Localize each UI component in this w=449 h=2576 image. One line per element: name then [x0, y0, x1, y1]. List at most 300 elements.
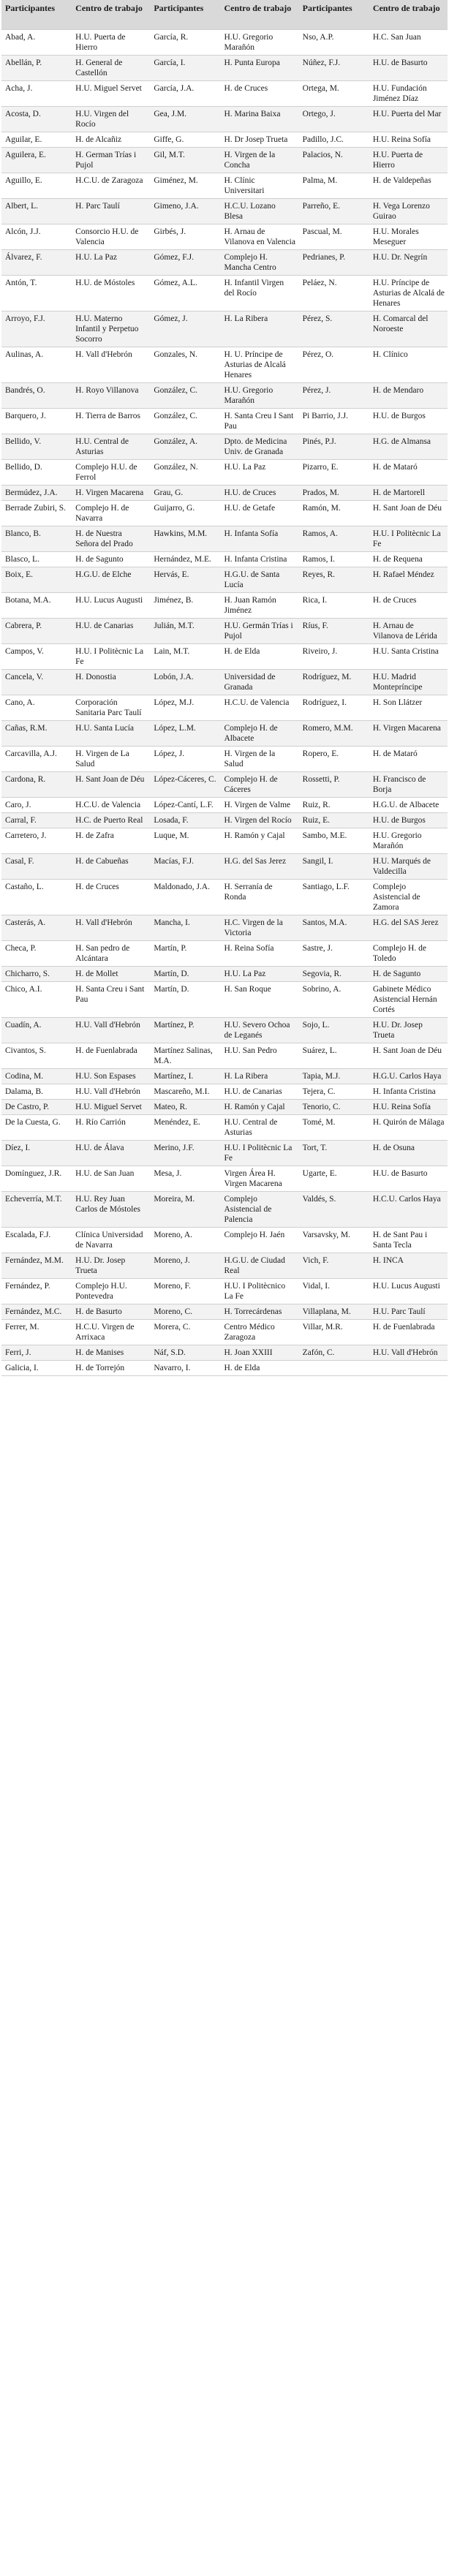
participant-name-cell: Cabrera, P.	[1, 618, 72, 643]
participant-name-cell: Gómez, J.	[150, 311, 220, 347]
participant-name-cell: Gómez, F.J.	[150, 249, 220, 275]
workplace-cell: H. de Requena	[369, 551, 448, 567]
participant-name-cell: Carral, F.	[1, 812, 72, 828]
participant-name-cell: García, J.A.	[150, 80, 220, 106]
workplace-cell: H.G. del SAS Jerez	[369, 915, 448, 940]
table-row	[1, 408, 448, 434]
workplace-cell: H. Virgen Macarena	[72, 485, 150, 500]
participant-name-cell: Casterás, A.	[1, 915, 72, 940]
workplace-cell: H. Parc Taulí	[72, 198, 150, 224]
participant-name-cell: Pérez, J.	[299, 382, 369, 408]
workplace-cell: H.U. I Politècnic La Fe	[72, 643, 150, 669]
participant-name-cell: Moreno, A.	[150, 1227, 220, 1253]
table-body	[1, 29, 448, 1375]
participant-name-cell: Checa, P.	[1, 940, 72, 966]
table-row	[1, 1140, 448, 1166]
table-row	[1, 720, 448, 746]
participant-name-cell: Zafón, C.	[299, 1345, 369, 1360]
table-row	[1, 695, 448, 720]
participant-name-cell: Cardona, R.	[1, 771, 72, 797]
participant-name-cell: Galicia, I.	[1, 1360, 72, 1375]
workplace-cell: H. La Ribera	[220, 1068, 298, 1084]
participant-name-cell: Sastre, J.	[299, 940, 369, 966]
workplace-cell: H. de Basurto	[72, 1304, 150, 1319]
table-row	[1, 1017, 448, 1043]
participant-name-cell: Giménez, M.	[150, 173, 220, 198]
workplace-cell: H.C.U. de Zaragoza	[72, 173, 150, 198]
participant-name-cell: Martín, D.	[150, 981, 220, 1017]
table-row	[1, 198, 448, 224]
participant-name-cell: Cano, A.	[1, 695, 72, 720]
participant-name-cell: García, I.	[150, 55, 220, 80]
participant-name-cell: Macías, F.J.	[150, 853, 220, 879]
workplace-cell: H.U. I Politècnico La Fe	[220, 1278, 298, 1304]
header-participantes-1: Participantes	[1, 0, 72, 29]
workplace-cell: H. de Cruces	[369, 592, 448, 618]
workplace-cell: H.U. Vall d'Hebrón	[72, 1084, 150, 1099]
participant-name-cell: Gil, M.T.	[150, 147, 220, 173]
workplace-cell: H. Virgen Macarena	[369, 720, 448, 746]
table-row	[1, 1114, 448, 1140]
workplace-cell: H. San Roque	[220, 981, 298, 1017]
table-row	[1, 311, 448, 347]
table-row	[1, 1084, 448, 1099]
workplace-cell: H. Infanta Cristina	[369, 1084, 448, 1099]
workplace-cell: H.C. Virgen de la Victoria	[220, 915, 298, 940]
workplace-cell: H. General de Castellón	[72, 55, 150, 80]
participant-name-cell: Ramos, A.	[299, 526, 369, 551]
participants-table	[1, 0, 448, 1376]
participant-name-cell: Grau, G.	[150, 485, 220, 500]
workplace-cell: Complejo Asistencial de Zamora	[369, 879, 448, 915]
workplace-cell: H. Infantil Virgen del Rocío	[220, 275, 298, 311]
participant-name-cell: Bandrés, O.	[1, 382, 72, 408]
participant-name-cell: Julián, M.T.	[150, 618, 220, 643]
participant-name-cell: Ríus, F.	[299, 618, 369, 643]
table-row	[1, 526, 448, 551]
table-row	[1, 797, 448, 812]
workplace-cell: H.U. Son Espases	[72, 1068, 150, 1084]
participant-name-cell: Martín, D.	[150, 966, 220, 981]
table-row	[1, 1068, 448, 1084]
workplace-cell: H. Tierra de Barros	[72, 408, 150, 434]
workplace-cell: H.G.U. de Ciudad Real	[220, 1253, 298, 1278]
participant-name-cell: Palma, M.	[299, 173, 369, 198]
workplace-cell: H. Ramón y Cajal	[220, 1099, 298, 1114]
participant-name-cell: Abellán, P.	[1, 55, 72, 80]
participant-name-cell: Fernández, P.	[1, 1278, 72, 1304]
workplace-cell: H.C. de Puerto Real	[72, 812, 150, 828]
participant-name-cell: Villaplana, M.	[299, 1304, 369, 1319]
participant-name-cell: Moreira, M.	[150, 1191, 220, 1227]
workplace-cell: H.U. La Paz	[72, 249, 150, 275]
participant-name-cell: Ramos, I.	[299, 551, 369, 567]
workplace-cell: H.U. Puerta de Hierro	[72, 29, 150, 55]
participant-name-cell: Martín, P.	[150, 940, 220, 966]
table-header	[1, 0, 448, 29]
workplace-cell: H.U. de Getafe	[220, 500, 298, 526]
participant-name-cell: Ortega, M.	[299, 80, 369, 106]
participant-name-cell: Cañas, R.M.	[1, 720, 72, 746]
participant-name-cell: Pedrianes, P.	[299, 249, 369, 275]
participant-name-cell: Ropero, E.	[299, 746, 369, 771]
participant-name-cell: Lain, M.T.	[150, 643, 220, 669]
participant-name-cell: De la Cuesta, G.	[1, 1114, 72, 1140]
participant-name-cell: Cuadín, A.	[1, 1017, 72, 1043]
participant-name-cell: López-Cantí, L.F.	[150, 797, 220, 812]
table-row	[1, 567, 448, 592]
participant-name-cell: Losada, F.	[150, 812, 220, 828]
workplace-cell: Dpto. de Medicina Univ. de Granada	[220, 434, 298, 459]
workplace-cell: H.U. Dr. Josep Trueta	[72, 1253, 150, 1278]
participant-name-cell: García, R.	[150, 29, 220, 55]
workplace-cell: H.U. de Burgos	[369, 812, 448, 828]
workplace-cell: H.U. Vall d'Hebrón	[369, 1345, 448, 1360]
table-row	[1, 592, 448, 618]
workplace-cell: H.U. La Paz	[220, 966, 298, 981]
participant-name-cell: López-Cáceres, C.	[150, 771, 220, 797]
participant-name-cell: Merino, J.F.	[150, 1140, 220, 1166]
table-row	[1, 1360, 448, 1375]
workplace-cell: H. de Sant Pau i Santa Tecla	[369, 1227, 448, 1253]
workplace-cell: H. Santa Creu I Sant Pau	[220, 408, 298, 434]
participant-name-cell: Tejera, C.	[299, 1084, 369, 1099]
participant-name-cell: Sambo, M.E.	[299, 828, 369, 853]
participant-name-cell: Bellido, D.	[1, 459, 72, 485]
participant-name-cell: Reyes, R.	[299, 567, 369, 592]
workplace-cell: H. de Torrejón	[72, 1360, 150, 1375]
participant-name-cell: Rodríguez, M.	[299, 669, 369, 695]
participant-name-cell: Dalama, B.	[1, 1084, 72, 1099]
participant-name-cell: Berrade Zubiri, S.	[1, 500, 72, 526]
workplace-cell: H.U. Materno Infantil y Perpetuo Socorro	[72, 311, 150, 347]
participant-name-cell: López, M.J.	[150, 695, 220, 720]
workplace-cell: Complejo H. de Albacete	[220, 720, 298, 746]
workplace-cell: Complejo Asistencial de Palencia	[220, 1191, 298, 1227]
workplace-cell: H. de Zafra	[72, 828, 150, 853]
workplace-cell: Complejo H. Mancha Centro	[220, 249, 298, 275]
workplace-cell: Complejo H. Jaén	[220, 1227, 298, 1253]
workplace-cell: H.C.U. Virgen de Arrixaca	[72, 1319, 150, 1345]
table-row	[1, 1227, 448, 1253]
workplace-cell: H.U. Príncipe de Asturias de Alcalá de Henares	[369, 275, 448, 311]
participant-name-cell	[299, 1360, 369, 1375]
participant-name-cell: Botana, M.A.	[1, 592, 72, 618]
workplace-cell: H.U. Morales Meseguer	[369, 224, 448, 249]
participant-name-cell: Gimeno, J.A.	[150, 198, 220, 224]
participant-name-cell: Caro, J.	[1, 797, 72, 812]
header-row	[1, 0, 448, 29]
workplace-cell: H.U. Central de Asturias	[220, 1114, 298, 1140]
participant-name-cell: Moreno, C.	[150, 1304, 220, 1319]
workplace-cell: H. de Alcañiz	[72, 132, 150, 147]
table-row	[1, 551, 448, 567]
workplace-cell: H. de Sagunto	[72, 551, 150, 567]
participant-name-cell: Carretero, J.	[1, 828, 72, 853]
workplace-cell: Virgen Área H. Virgen Macarena	[220, 1166, 298, 1191]
participant-name-cell: Pérez, O.	[299, 347, 369, 382]
workplace-cell: H. Joan XXIII	[220, 1345, 298, 1360]
participant-name-cell: Boix, E.	[1, 567, 72, 592]
workplace-cell: Complejo H. de Toledo	[369, 940, 448, 966]
participant-name-cell: Albert, L.	[1, 198, 72, 224]
workplace-cell: H. de Fuenlabrada	[72, 1043, 150, 1068]
header-participantes-3: Participantes	[299, 0, 369, 29]
table-row	[1, 106, 448, 132]
participant-name-cell: Pinés, P.J.	[299, 434, 369, 459]
participant-name-cell: Nso, A.P.	[299, 29, 369, 55]
participant-name-cell: Pizarro, E.	[299, 459, 369, 485]
participant-name-cell: Hervás, E.	[150, 567, 220, 592]
participant-name-cell: Bermúdez, J.A.	[1, 485, 72, 500]
participant-name-cell: Suárez, L.	[299, 1043, 369, 1068]
table-row	[1, 643, 448, 669]
table-row	[1, 80, 448, 106]
workplace-cell: H. Infanta Sofía	[220, 526, 298, 551]
workplace-cell: H. Sant Joan de Déu	[72, 771, 150, 797]
workplace-cell: H.G.U. de Albacete	[369, 797, 448, 812]
workplace-cell: H. Vall d'Hebrón	[72, 915, 150, 940]
participant-name-cell: Rica, I.	[299, 592, 369, 618]
participant-name-cell: Tomé, M.	[299, 1114, 369, 1140]
participant-name-cell: Blanco, B.	[1, 526, 72, 551]
participant-name-cell: Padillo, J.C.	[299, 132, 369, 147]
workplace-cell: H.U. de Móstoles	[72, 275, 150, 311]
table-row	[1, 812, 448, 828]
workplace-cell: H. de Cabueñas	[72, 853, 150, 879]
table-row	[1, 618, 448, 643]
workplace-cell: H.U. de Cruces	[220, 485, 298, 500]
participant-name-cell: Escalada, F.J.	[1, 1227, 72, 1253]
participant-name-cell: Fernández, M.M.	[1, 1253, 72, 1278]
table-row	[1, 485, 448, 500]
header-centro-1: Centro de trabajo	[72, 0, 150, 29]
workplace-cell: H. de Elda	[220, 643, 298, 669]
participant-name-cell: González, A.	[150, 434, 220, 459]
workplace-cell: H.U. Gregorio Marañón	[369, 828, 448, 853]
participant-name-cell: González, C.	[150, 382, 220, 408]
workplace-cell: H.G. de Almansa	[369, 434, 448, 459]
participant-name-cell: Náf, S.D.	[150, 1345, 220, 1360]
workplace-cell: Complejo H.U. Pontevedra	[72, 1278, 150, 1304]
participant-name-cell: Gómez, A.L.	[150, 275, 220, 311]
participant-name-cell: Romero, M.M.	[299, 720, 369, 746]
workplace-cell: H. de Martorell	[369, 485, 448, 500]
workplace-cell: H.G.U. de Santa Lucía	[220, 567, 298, 592]
workplace-cell: H. INCA	[369, 1253, 448, 1278]
workplace-cell: H. de Fuenlabrada	[369, 1319, 448, 1345]
workplace-cell: H. Río Carrión	[72, 1114, 150, 1140]
workplace-cell: H.C.U. Lozano Blesa	[220, 198, 298, 224]
workplace-cell: H. Sant Joan de Déu	[369, 1043, 448, 1068]
workplace-cell: H.U. Reina Sofía	[369, 1099, 448, 1114]
participant-name-cell: Tapia, M.J.	[299, 1068, 369, 1084]
table-row	[1, 347, 448, 382]
workplace-cell: H.U. Santa Lucía	[72, 720, 150, 746]
participant-name-cell: Antón, T.	[1, 275, 72, 311]
workplace-cell: H. de Valdepeñas	[369, 173, 448, 198]
participant-name-cell: Rodríguez, I.	[299, 695, 369, 720]
workplace-cell: H. de Manises	[72, 1345, 150, 1360]
workplace-cell: Gabinete Médico Asistencial Hernán Cortés	[369, 981, 448, 1017]
workplace-cell: H.U. de Burgos	[369, 408, 448, 434]
workplace-cell: H. de Mataró	[369, 459, 448, 485]
workplace-cell: H. de Nuestra Señora del Prado	[72, 526, 150, 551]
workplace-cell: H. de Mataró	[369, 746, 448, 771]
workplace-cell: Universidad de Granada	[220, 669, 298, 695]
participant-name-cell: Aguillo, E.	[1, 173, 72, 198]
workplace-cell: H.U. Lucus Augusti	[72, 592, 150, 618]
workplace-cell: H.U. Marqués de Valdecilla	[369, 853, 448, 879]
participant-name-cell: Ferrer, M.	[1, 1319, 72, 1345]
workplace-cell: H. Virgen de la Salud	[220, 746, 298, 771]
workplace-cell: Complejo H.U. de Ferrol	[72, 459, 150, 485]
workplace-cell: H.G.U. Carlos Haya	[369, 1068, 448, 1084]
participant-name-cell: Parreño, E.	[299, 198, 369, 224]
table-row	[1, 1278, 448, 1304]
workplace-cell: Complejo H. de Cáceres	[220, 771, 298, 797]
workplace-cell: H. Infanta Cristina	[220, 551, 298, 567]
workplace-cell: H.C.U. de Valencia	[72, 797, 150, 812]
workplace-cell: H.U. Miguel Servet	[72, 80, 150, 106]
workplace-cell: H. Reina Sofía	[220, 940, 298, 966]
workplace-cell: H. de Mollet	[72, 966, 150, 981]
table-row	[1, 1043, 448, 1068]
workplace-cell: H.U. Puerta del Mar	[369, 106, 448, 132]
workplace-cell: H.U. Lucus Augusti	[369, 1278, 448, 1304]
participant-name-cell: Tenorio, C.	[299, 1099, 369, 1114]
workplace-cell: H. German Trías i Pujol	[72, 147, 150, 173]
participant-name-cell: Morera, C.	[150, 1319, 220, 1345]
table-row	[1, 828, 448, 853]
workplace-cell: H. Rafael Méndez	[369, 567, 448, 592]
participant-name-cell: Hawkins, M.M.	[150, 526, 220, 551]
workplace-cell: H. San pedro de Alcántara	[72, 940, 150, 966]
table-row	[1, 1304, 448, 1319]
participant-name-cell: Chico, A.I.	[1, 981, 72, 1017]
participant-name-cell: Luque, M.	[150, 828, 220, 853]
table-row	[1, 132, 448, 147]
workplace-cell: H.U. Gregorio Marañón	[220, 382, 298, 408]
workplace-cell: H. Francisco de Borja	[369, 771, 448, 797]
workplace-cell: H.U. Dr. Negrín	[369, 249, 448, 275]
workplace-cell: H. de Cruces	[72, 879, 150, 915]
workplace-cell: H.U. Vall d'Hebrón	[72, 1017, 150, 1043]
table-row	[1, 981, 448, 1017]
participant-name-cell: De Castro, P.	[1, 1099, 72, 1114]
participant-name-cell: Campos, V.	[1, 643, 72, 669]
workplace-cell: Clínica Universidad de Navarra	[72, 1227, 150, 1253]
header-participantes-2: Participantes	[150, 0, 220, 29]
workplace-cell: Centro Médico Zaragoza	[220, 1319, 298, 1345]
participant-name-cell: Sojo, L.	[299, 1017, 369, 1043]
header-centro-3: Centro de trabajo	[369, 0, 448, 29]
participant-name-cell: Moreno, J.	[150, 1253, 220, 1278]
participant-name-cell: Castaño, L.	[1, 879, 72, 915]
participant-name-cell: Mateo, R.	[150, 1099, 220, 1114]
participant-name-cell: Segovia, R.	[299, 966, 369, 981]
table-row	[1, 173, 448, 198]
workplace-cell: H.U. Gregorio Marañón	[220, 29, 298, 55]
workplace-cell: H.C.U. de Valencia	[220, 695, 298, 720]
participant-name-cell: Prados, M.	[299, 485, 369, 500]
workplace-cell: H.C. San Juan	[369, 29, 448, 55]
workplace-cell: H.U. La Paz	[220, 459, 298, 485]
participant-name-cell: Mascareño, M.I.	[150, 1084, 220, 1099]
workplace-cell: H. Marina Baixa	[220, 106, 298, 132]
participant-name-cell: Navarro, I.	[150, 1360, 220, 1375]
participant-name-cell: Peláez, N.	[299, 275, 369, 311]
participant-name-cell: Ortego, J.	[299, 106, 369, 132]
participant-name-cell: Casal, F.	[1, 853, 72, 879]
table-row	[1, 746, 448, 771]
workplace-cell: H.U. I Politècnic La Fe	[220, 1140, 298, 1166]
workplace-cell: H.U. de Canarias	[72, 618, 150, 643]
workplace-cell: H. Comarcal del Noroeste	[369, 311, 448, 347]
participant-name-cell: Aguilar, E.	[1, 132, 72, 147]
workplace-cell: H. Serranía de Ronda	[220, 879, 298, 915]
participant-name-cell: Palacios, N.	[299, 147, 369, 173]
table-row	[1, 1319, 448, 1345]
table-row	[1, 459, 448, 485]
workplace-cell: H.U. Puerta de Hierro	[369, 147, 448, 173]
table-row	[1, 879, 448, 915]
participant-name-cell: Ferri, J.	[1, 1345, 72, 1360]
table-row	[1, 434, 448, 459]
workplace-cell: Complejo H. de Navarra	[72, 500, 150, 526]
table-row	[1, 1191, 448, 1227]
participant-name-cell: Arroyo, F.J.	[1, 311, 72, 347]
workplace-cell: H.U. de Álava	[72, 1140, 150, 1166]
workplace-cell: H. U. Príncipe de Asturias de Alcalá Henares	[220, 347, 298, 382]
participant-name-cell: Jiménez, B.	[150, 592, 220, 618]
workplace-cell: H.U. Reina Sofía	[369, 132, 448, 147]
participant-name-cell: Giffe, G.	[150, 132, 220, 147]
participant-name-cell: Martínez, I.	[150, 1068, 220, 1084]
workplace-cell: H.U. de Basurto	[369, 55, 448, 80]
participant-name-cell: Gea, J.M.	[150, 106, 220, 132]
workplace-cell: H. Clínico	[369, 347, 448, 382]
participant-name-cell: Menéndez, E.	[150, 1114, 220, 1140]
participant-name-cell: Vidal, I.	[299, 1278, 369, 1304]
workplace-cell: H. Virgen de La Salud	[72, 746, 150, 771]
table-row	[1, 1253, 448, 1278]
participant-name-cell: Mesa, J.	[150, 1166, 220, 1191]
workplace-cell: H. Donostia	[72, 669, 150, 695]
workplace-cell: H. Virgen del Rocío	[220, 812, 298, 828]
participant-name-cell: Valdés, S.	[299, 1191, 369, 1227]
table-row	[1, 224, 448, 249]
participant-name-cell: Martínez Salinas, M.A.	[150, 1043, 220, 1068]
participant-name-cell: Carcavilla, A.J.	[1, 746, 72, 771]
participant-name-cell: Aulinas, A.	[1, 347, 72, 382]
workplace-cell: H. Royo Villanova	[72, 382, 150, 408]
participant-name-cell: Rossetti, P.	[299, 771, 369, 797]
participant-name-cell: Sobrino, A.	[299, 981, 369, 1017]
workplace-cell: H.U. Rey Juan Carlos de Móstoles	[72, 1191, 150, 1227]
workplace-cell: H. Torrecárdenas	[220, 1304, 298, 1319]
workplace-cell: H. Ramón y Cajal	[220, 828, 298, 853]
participant-name-cell: Girbés, J.	[150, 224, 220, 249]
table-row	[1, 669, 448, 695]
table-row	[1, 275, 448, 311]
table-row	[1, 29, 448, 55]
participant-name-cell: Barquero, J.	[1, 408, 72, 434]
participant-name-cell: Acosta, D.	[1, 106, 72, 132]
table-row	[1, 1099, 448, 1114]
participant-name-cell: Santiago, L.F.	[299, 879, 369, 915]
workplace-cell: H. Quirón de Málaga	[369, 1114, 448, 1140]
